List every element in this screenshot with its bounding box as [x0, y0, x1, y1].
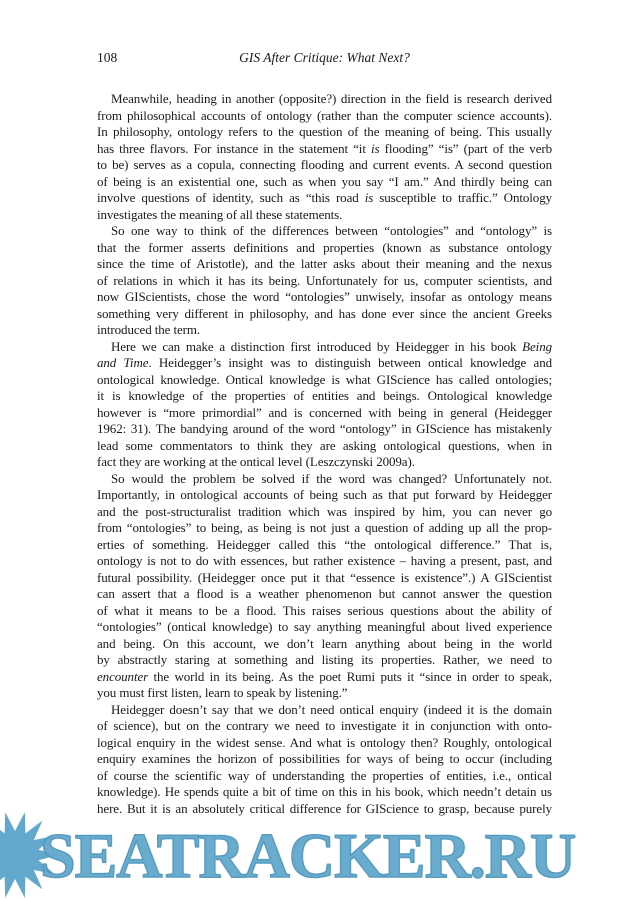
text-segment: enquiry examines the horizon of possibilities for ways of being to occur (including [97, 751, 552, 766]
text-line [97, 718, 552, 735]
text-line [97, 256, 552, 273]
text-segment: ontological knowledge. Ontical knowledge is what GIScience has called ontologies; [97, 371, 552, 387]
paragraph [97, 91, 552, 223]
text-segment: lead some commentators to think they are asking ontological questions, when in [97, 437, 552, 453]
text-line [97, 322, 552, 339]
paragraph [97, 702, 552, 818]
text-segment: 1962: 31). The bandying around of the word “ontology” in GIScience has mistakenly [97, 421, 552, 436]
italic-text: and Time [97, 355, 149, 370]
italic-text: encounter [97, 668, 149, 684]
text-segment: from “ontologies” to being, as being is not just a question of adding up all the prop- [97, 520, 552, 535]
text-line [97, 240, 552, 257]
text-segment: that the former asserts definitions and properties (known as substance ontology [97, 239, 552, 255]
text-line [97, 355, 552, 372]
running-title: GIS After Critique: What Next? [239, 50, 410, 65]
text-segment: . Heidegger’s insight was to distinguish between ontical knowledge and [148, 355, 553, 370]
text-line [97, 784, 552, 801]
text-line [97, 685, 552, 702]
italic-text: Being [522, 338, 552, 354]
text-segment: ontology is not to do with essences, but rather existence – having a present, past, and [97, 553, 552, 568]
text-segment: investigates the meaning of all these statements. [97, 206, 343, 222]
italic-text: is [370, 140, 380, 156]
text-segment: “ontologies” (ontical knowledge) to say anything meaningful about lived experience [97, 619, 552, 634]
text-segment: and being. On this account, we don’t learn anything about being in the world [97, 635, 552, 651]
text-segment: to be) serves as a copula, connecting flooding and current events. A second question [97, 157, 552, 172]
text-segment: something very different in philosophy, and has done ever since the ancient Greeks [97, 305, 552, 321]
text-line [97, 273, 552, 290]
text-line [97, 190, 552, 207]
text-segment: here. But it is an absolutely critical difference for GIScience to grasp, because purely [97, 800, 552, 816]
text-line [97, 405, 552, 422]
text-line [97, 207, 552, 224]
text-segment: involve questions of identity, such as “this road [97, 190, 365, 205]
text-segment: of being is an existential one, such as when you say “I am.” And thirdly being can [97, 173, 552, 189]
text-segment: by abstractly staring at something and listing its properties. Rather, we need to [97, 652, 552, 667]
text-line [97, 306, 552, 323]
text-segment: So one way to think of the differences between “ontologies” and “ontology” is [111, 223, 552, 238]
running-header [97, 50, 552, 68]
text-line [97, 570, 552, 587]
text-line [97, 702, 552, 719]
text-segment: Heidegger doesn’t say that we don’t need ontical enquiry (indeed it is the domain [111, 701, 552, 717]
italic-text: is [364, 190, 374, 205]
text-line [97, 768, 552, 785]
text-segment: of science), but on the contrary we need to investigate it in conjunction with onto- [97, 718, 552, 733]
text-line [97, 751, 552, 768]
text-segment: Here we can make a distinction first introduced by Heidegger in his book [111, 338, 523, 354]
text-line [97, 372, 552, 389]
text-line [97, 157, 552, 174]
text-segment: it is knowledge of the properties of entities and beings. Ontological knowledge [97, 388, 552, 403]
text-segment: logical enquiry in the widest sense. And what is ontology then? Roughly, ontological [97, 734, 552, 750]
text-line [97, 504, 552, 521]
text-line [97, 586, 552, 603]
text-segment: erties of something. Heidegger called this “the ontological difference.” That is, [97, 536, 552, 552]
paragraph [97, 223, 552, 339]
text-line [97, 520, 552, 537]
text-segment: susceptible to traffic.” Ontology [373, 190, 552, 205]
text-segment: of what it means to be a flood. This raises serious questions about the ability of [97, 602, 552, 618]
watermark [0, 805, 624, 899]
text-line [97, 388, 552, 405]
paragraph [97, 471, 552, 702]
text-segment: since the time of Aristotle), and the latter asks about their meaning and the nexus [97, 256, 552, 271]
paragraph [97, 339, 552, 471]
text-segment: and the post-structuralist tradition which was inspired by him, you can never go [97, 503, 552, 519]
text-line [97, 487, 552, 504]
text-line [97, 669, 552, 686]
text-line [97, 339, 552, 356]
text-segment: from philosophical accounts of ontology (rather than the computer science accounts). [97, 107, 552, 123]
text-segment: of course the scientific way of understanding the properties of entities, i.e., ontical [97, 767, 552, 783]
text-segment: can assert that a flood is a weather phenomenon but cannot answer the question [97, 586, 552, 601]
text-line [97, 619, 552, 636]
text-segment: however is “more primordial” and is concerned with being in general (Heidegger [97, 404, 552, 420]
text-line [97, 223, 552, 240]
text-segment: flooding” “is” (part of the verb [379, 140, 552, 156]
text-segment: Importantly, in ontological accounts of being such as that put forward by Heidegger [97, 487, 552, 502]
text-segment: knowledge). He spends quite a bit of time on this in his book, which needn’t detain us [97, 784, 552, 799]
text-line [97, 141, 552, 158]
text-line [97, 108, 552, 125]
text-segment: of relations in which it has its being. Unfortunately for us, computer scientists, and [97, 272, 552, 288]
text-line [97, 652, 552, 669]
text-line [97, 454, 552, 471]
text-line [97, 636, 552, 653]
text-line [97, 537, 552, 554]
text-line [97, 603, 552, 620]
text-line [97, 438, 552, 455]
text-segment: fact they are working at the ontical level (Leszczynski 2009a). [97, 454, 415, 469]
text-segment: now GIScientists, chose the word “ontologies” unwisely, insofar as ontology means [97, 289, 552, 304]
text-line [97, 124, 552, 141]
text-line [97, 471, 552, 488]
text-segment: the world in its being. As the poet Rumi puts it “since in order to speak, [148, 668, 552, 684]
text-segment: So would the problem be solved if the word was changed? Unfortunately not. [111, 470, 552, 486]
text-line [97, 174, 552, 191]
page-number: 108 [97, 50, 118, 65]
text-line [97, 91, 552, 108]
text-segment: has three flavors. For instance in the statement “it [97, 140, 371, 156]
text-line [97, 553, 552, 570]
text-segment: you must first listen, learn to speak by listening.” [97, 685, 348, 700]
text-segment: introduced the term. [97, 322, 201, 337]
text-line [97, 421, 552, 438]
body-text [97, 91, 552, 817]
text-line [97, 735, 552, 752]
text-segment: Meanwhile, heading in another (opposite?) direction in the field is research derived [111, 91, 552, 106]
text-line [97, 289, 552, 306]
watermark-text: SEATRACKER.RU [40, 820, 576, 891]
text-segment: In philosophy, ontology refers to the question of the meaning of being. This usually [97, 124, 552, 139]
text-segment: futural possibility. (Heidegger once put it that “essence is existence”.) A GIScientist [97, 569, 552, 585]
